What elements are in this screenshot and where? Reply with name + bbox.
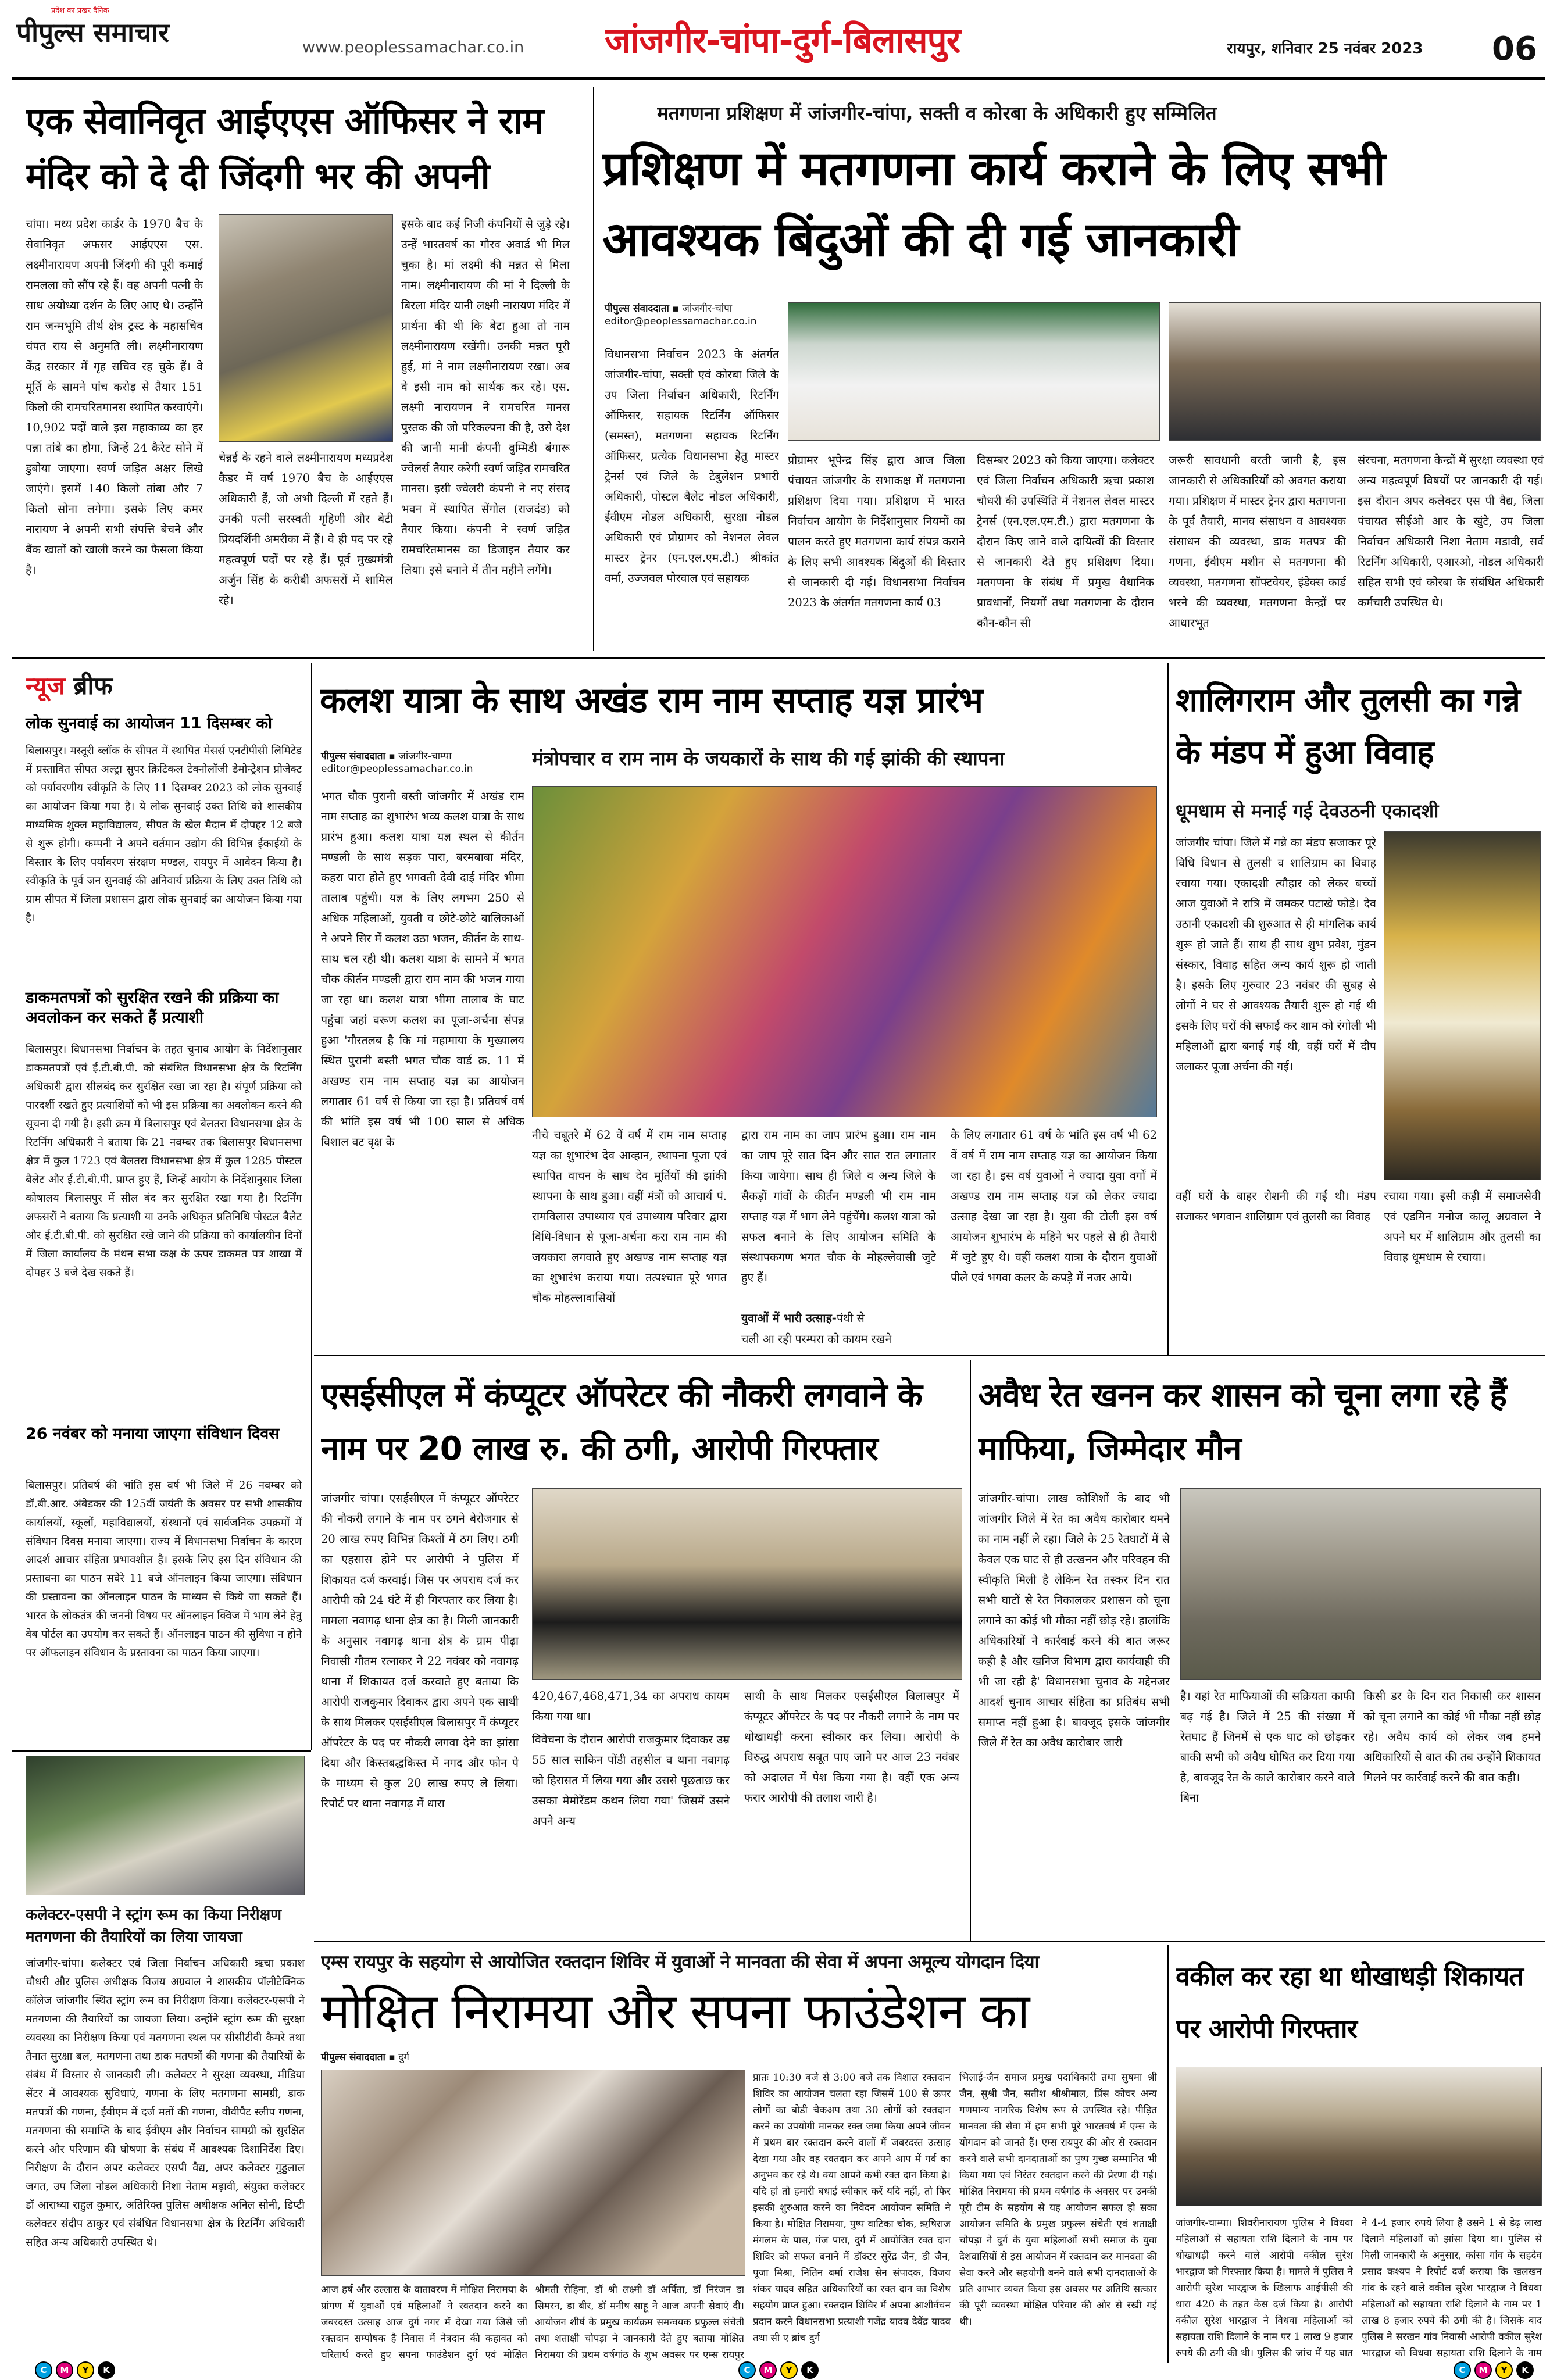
logo-tagline: प्रदेश का प्रखर दैनिक bbox=[51, 6, 109, 15]
story8-headline: वकील कर रहा था धोखाधड़ी शिकायत पर आरोपी गिरफ्तार bbox=[1176, 1961, 1523, 2044]
story6-col3: किसी डर के दिन रात निकासी कर शासन को चूना लगाने का कोई भी मौका नहीं छोड़ रहे। अवैध कार्य को लेकर जब हमने अधिकारियों से बात की तब उन्होंने शिकायत मिलने पर कार्रवाई करने की बात कही। bbox=[1363, 1689, 1541, 1784]
story8-photo bbox=[1176, 2067, 1542, 2206]
story3-byline-email[interactable]: editor@peoplessamachar.co.in bbox=[321, 763, 473, 775]
story3-byline: पीपुल्स संवाददाता ▪ जांजगीर-चाम्पा editor@peoplessamachar.co.in bbox=[321, 751, 473, 775]
story3-photo bbox=[532, 786, 1157, 1117]
brief-label: ब्रीफ bbox=[73, 671, 113, 700]
story7-byline-name: पीपुल्स संवाददाता bbox=[321, 2052, 385, 2063]
story3-byline-name: पीपुल्स संवाददाता bbox=[321, 751, 385, 762]
cmyk-c: C bbox=[738, 2361, 756, 2379]
cmyk-y: Y bbox=[780, 2361, 798, 2379]
story1-caption: चेन्नई के रहने वाले लक्ष्मीनारायण मध्यप्रदेश कैडर में वर्ष 1970 बैच के आईएएस अधिकारी हैं, जो अभी दिल्ली में रहते हैं। उनकी पत्नी सरस्वती गृहिणी और बेटी प्रियदर्शिनी अमरीका में हैं। वे ही पद पर रहे महत्वपूर्ण पदों पर रहे हैं। पूर्व मुख्यमंत्री अर्जुन सिंह के करीबी अफसरों में शामिल रहे। bbox=[219, 451, 393, 607]
hrule-2 bbox=[314, 1355, 1545, 1356]
story9-col1: जांजगीर-चांपा। कलेक्टर एवं जिला निर्वाचन अधिकारी ऋचा प्रकाश चौधरी और पुलिस अधीक्षक विजय अग्रवाल ने शासकीय पॉलीटेक्निक कॉलेज जांजगीर स्थित स्ट्रांग रूम का निरीक्षण किया। कलेक्टर-एसपी ने मतगणना की तैयारियों का जायजा लिया। उन्होंने स्ट्रांग रूम की सुरक्षा व्यवस्था का निरीक्षण किया एवं मतगणना स्थल पर सीसीटीवी कैमरे तथा तैनात सुरक्षा बल, मतगणना तथा डाक मतपत्रों की गणना की तैयारियों के संबंध में विस्तार से जानकारी ली। कलेक्टर ने सुरक्षा व्यवस्था, मीडिया सेंटर में आवश्यक सुविधाएं, गणना के लिए मतगणना सामग्री, डाक मतपत्रों की गणना, ईवीएम में दर्ज मतों की गणना, वीवीपैट स्लीप गणना, मतगणना की समाप्ति के बाद ईवीएम और निर्वाचन सामग्री को सुरक्षित करने और परिणाम की घोषणा के संबंध में आवश्यक दिशानिर्देश दिए। निरीक्षण के दौरान अपर कलेक्टर एसपी वैद्य, अपर कलेक्टर गुड्डलाल जगत, उप जिला नोडल अधिकारी निशा नेताम मड़ावी, संयुक्त कलेक्टर डॉ आराध्या राहुल कुमार, अतिरिक्त पुलिस अधीक्षक अनिल सोनी, डिप्टी कलेक्टर संदीप ठाकुर एवं संबंधित विधानसभा क्षेत्र के रिटर्निंग अधिकारी सहित अन्य अधिकारी उपस्थित थे। bbox=[26, 1957, 305, 2249]
brief3-text: बिलासपुर। प्रतिवर्ष की भांति इस वर्ष भी जिले में 26 नवम्बर को डॉ.बी.आर. अंबेडकर की 125वीं जयंती के अवसर पर सभी शासकीय कार्यालयों, स्कूलों, महाविद्यालयों, संस्थानों एवं सार्वजनिक उपक्रमों में संविधान दिवस मनाया जाएगा। राज्य में विधानसभा निर्वाचन के कारण आदर्श आचार संहिता प्रभावशील है। इसके लिए इस दिन संविधान की प्रस्तावना का पाठन सवेरे 11 बजे ऑनलाइन किया जाएगा। संविधान की प्रस्तावना का ऑनलाइन पाठन के माध्यम से किये जा सकते हैं। भारत के लोकतंत्र की जननी विषय पर ऑनलाइन क्विज में भाग लेने हेतु वेब पोर्टल का उपयोग कर सकते हैं। ऑनलाइन पाठन की सुविधा न होने पर ऑफलाइन संविधान के प्रस्तावना का पाठन किया जाएगा। bbox=[26, 1480, 302, 1659]
story1-col3: इसके बाद कई निजी कंपनियों से जुड़े रहे। उन्हें भारतवर्ष का गौरव अवार्ड भी मिल चुका है। मां लक्ष्मी की मन्नत से मिला नाम। लक्ष्मीनारायण की मां ने दिल्ली के बिरला मंदिर यानी लक्ष्मी नारायण मंदिर में प्रार्थना की थी कि बेटा हुआ तो नाम लक्ष्मीनारायण रखेंगी। उनकी मन्नत पूरी हुई, मां ने नाम लक्ष्मीनारायण रखा। अब वे इसी नाम को सार्थक कर रहे। एस. लक्ष्मी नारायणन ने रामचरित मानस पुस्तक की जो परिकल्पना की है, उसे देश की जानी मानी कंपनी वुम्मिडी बंगारू ज्वेलर्स तैयार करेगी स्वर्ण जड़ित रामचरित मानस। इसी ज्वेलरी कंपनी ने नए संसद भवन में स्थापित सेंगोल (राजदंड) को तैयार किया। कंपनी ने स्वर्ण जड़ित रामचरितमानस का डिजाइन तैयार कर लिया। इसे बनाने में तीन महीने लगेंगे। bbox=[401, 217, 570, 577]
header-rule bbox=[12, 77, 1545, 80]
news-label: न्यूज bbox=[26, 671, 65, 700]
story2-col4: जरूरी सावधानी बरती जानी है, इस जानकारी से अधिकारियों को अवगत कराया गया। प्रशिक्षण में मास्टर ट्रेनर द्वारा मतगणना के पूर्व तैयारी, मानव संसाधन व आवश्यक संसाधन की व्यवस्था, डाक मतपत्र की गणना, ईवीएम मशीन से मतगणना की व्यवस्था, मतगणना सॉफ्टवेयर, इंडेक्स कार्ड भरने की व्यवस्था, मतगणना केन्द्रों पर आधारभूत bbox=[1169, 453, 1346, 630]
news-brief-label bbox=[26, 666, 217, 706]
vrule-1 bbox=[593, 87, 594, 651]
story6-col2: है। यहां रेत माफियाओं की सक्रियता काफी बढ़ गई है। जिले में 25 की संख्या में रेतघाट हैं जिनमें से एक घाट को छोड़कर बाकी सभी को अवैध घोषित कर दिया गया है, बावजूद रेत के काले कारोबार करने वाले बिना bbox=[1180, 1689, 1355, 1804]
story2-col5: संरचना, मतगणना केन्द्रों में सुरक्षा व्यवस्था एवं अन्य महत्वपूर्ण विषयों पर जानकारी दी गई। इस दौरान अपर कलेक्टर एस पी वैद्य, जिला पंचायत सीईओ आर के खुंटे, उप जिला निर्वाचन अधिकारी निशा नेताम मडावी, सर्व रिटर्निंग अधिकारी, एआरओ, नोडल अधिकारी सहित सभी एवं कोरबा के संबंधित अधिकारी कर्मचारी उपस्थित थे। bbox=[1358, 453, 1544, 609]
story6-headline: अवैध रेत खनन कर शासन को चूना लगा रहे हैं माफिया, जिम्मेदार मौन bbox=[978, 1377, 1507, 1468]
cmyk-k: K bbox=[1516, 2361, 1534, 2379]
story4-col2-tail: रचाया गया। इसी कड़ी में समाजसेवी एवं एडमिन मनोज कालू अग्रवाल ने अपने घर में शालिग्राम और तुलसी का विवाह धूमधाम से रचाया। bbox=[1384, 1189, 1541, 1264]
header-url[interactable]: www.peoplessamachar.co.in bbox=[302, 38, 524, 56]
story7-byline-place: दुर्ग bbox=[398, 2052, 409, 2063]
brief2-title: डाकमतपत्रों को सुरक्षित रखने की प्रक्रिया का अवलोकन कर सकते हैं प्रत्याशी bbox=[26, 989, 279, 1027]
story5-col2: विवेचना के दौरान आरोपी राजकुमार दिवाकर उम्र 55 साल साकिन पोंडी तहसील व थाना नवागढ़ को हिरासत में लिया गया और उससे पूछताछ कर उसका मेमोरेंडम कथन लिया गया' जिसमें उसने अपने अन्य bbox=[532, 1733, 730, 1828]
story5-col3: साथी के साथ मिलकर एसईसीएल बिलासपुर में कंप्यूटर ऑपरेटर के पद पर नौकरी लगाने के नाम पर धोखाधड़ी करना स्वीकार कर लिया। आरोपी के विरुद्ध अपराध सबूत पाए जाने पर आज 23 नवंबर को अदालत में पेश किया गया है। वहीं एक अन्य फरार आरोपी की तलाश जारी है। bbox=[744, 1689, 959, 1804]
story6-col1: जांजगीर-चांपा। लाख कोशिशों के बाद भी जांजगीर जिले में रेत का अवैध कारोबार थमने का नाम नहीं ले रहा। जिले के 25 रेतघाटों में से केवल एक घाट से ही उत्खनन और परिवहन की स्वीकृति मिली है लेकिन रेत तस्कर दिन रात सभी घाटों से रेत निकालकर प्रशासन को चूना लगाने का कोई भी मौका नहीं छोड़ रहे। हालांकि अधिकारियों ने कार्रवाई करने की बात जरूर कही है और खनिज विभाग द्वारा कार्यवाही की भी जा रही है' विधानसभा चुनाव के मद्देनजर आदर्श चुनाव आचार संहिता का प्रतिबंध सभी समाप्त नहीं हुआ है। बावजूद इसके जांजगीर जिले में रेत का अवैध कारोबार जारी bbox=[978, 1492, 1170, 1749]
cmyk-k: K bbox=[801, 2361, 819, 2379]
story3-headline: कलश यात्रा के साथ अखंड राम नाम सप्ताह यज्ञ प्रारंभ bbox=[320, 680, 983, 721]
story2-byline-name: पीपुल्स संवाददाता bbox=[605, 303, 669, 315]
cmyk-y: Y bbox=[1495, 2361, 1513, 2379]
cmyk-marks-right bbox=[1454, 2361, 1534, 2379]
hrule-4 bbox=[314, 1941, 1545, 1942]
story2-photo-1 bbox=[788, 302, 1160, 441]
story2-headline: प्रशिक्षण में मतगणना कार्य कराने के लिए सभी आवश्यक बिंदुओं की दी गई जानकारी bbox=[602, 141, 1385, 267]
vrule-3 bbox=[1167, 663, 1169, 1355]
story2-kicker: मतगणना प्रशिक्षण में जांजगीर-चांपा, सक्ती व कोरबा के अधिकारी हुए सम्मिलित bbox=[657, 102, 1217, 124]
story7-col1: आज हर्ष और उल्लास के वातावरण में मोक्षित निरामया के प्रांगण में युवाओं एवं महिलाओं ने रक्तदान करने का जबरदस्त उत्साह आज दुर्ग नगर में देखा गया जिसे जी रक्तदान सम्पोषक है निवास में नेत्रदान की कहावत को चरितार्थ करते हुए सपना फाउंडेशन दुर्ग एवं मोक्षित bbox=[321, 2284, 527, 2361]
story1-headline: एक सेवानिवृत आईएएस ऑफिसर ने राम मंदिर को दे दी जिंदगी भर की अपनी bbox=[26, 99, 544, 197]
story2-col3: दिसम्बर 2023 को किया जाएगा। कलेक्टर एवं जिला निर्वाचन अधिकारी ऋचा प्रकाश चौधरी की उपस्थिति में नेशनल लेवल मास्टर ट्रेनर्स (एन.एल.एम.टी.) द्वारा मतगणना के दौरान किए जाने वाले दायित्वों की विस्तार से जानकारी देते हुए प्रशिक्षण दिया। मतगणना के संबंध में प्रमुख वैधानिक प्रावधानों, नियमों तथा मतगणना के दौरान कौन-कौन सी bbox=[977, 453, 1154, 630]
brief1-title: लोक सुनवाई का आयोजन 11 दिसम्बर को bbox=[26, 714, 273, 732]
vrule-4 bbox=[970, 1360, 971, 1942]
masthead-logo bbox=[16, 5, 191, 74]
story4-headline: शालिगराम और तुलसी का गन्ने के मंडप में हुआ विवाह bbox=[1176, 681, 1520, 771]
brief3-title: 26 नवंबर को मनाया जाएगा संविधान दिवस bbox=[26, 1425, 280, 1443]
story4-photo bbox=[1384, 831, 1541, 1180]
story4-col1-tail: वहीं घरों के बाहर रोशनी की गई थी। मंडप सजाकर भगवान शालिग्राम एवं तुलसी का विवाह bbox=[1176, 1189, 1376, 1223]
cmyk-m: M bbox=[56, 2361, 73, 2379]
story9-photo bbox=[26, 1756, 305, 1895]
story3-col3: द्वारा राम नाम का जाप प्रारंभ हुआ। राम नाम का जाप पूरे सात दिन और सात रात लगातार किया जायेगा। साथ ही जिले व अन्य जिले के सैकड़ों गांवों के कीर्तन मण्डली भी राम नाम सप्ताह यज्ञ में भाग लेने पहुंचेंगे। कलश यात्रा को सफल बनाने के लिए आयोजन समिति के संस्थापकगण भगत चौक के मोहल्लेवासी जुटे हुए हैं। bbox=[741, 1128, 936, 1284]
story4-col1: जांजगीर चांपा। जिले में गन्ने का मंडप सजाकर पूरे विधि विधान से तुलसी व शालिग्राम का विवाह रचाया गया। एकादशी त्यौहार को लेकर बच्चों आज युवाओं ने रात्रि में जमकर पटाखे फोड़े। देव उठानी एकादशी की शुरुआत से ही मांगलिक कार्य शुरू हो जाते हैं। साथ ही साथ शुभ प्रवेश, मुंडन संस्कार, विवाह सहित अन्य कार्य शुरू हो जाती है। इसके लिए गुरुवार 23 नवंबर की सुबह से लोगों ने घर से आवश्यक तैयारी शुरू हो गई थी इसके लिए घरों की सफाई कर शाम को रंगोली भी महिलाओं द्वारा बनाई गई थी, वहीं घरों में दीप जलाकर पूजा अर्चना की गई। bbox=[1176, 836, 1376, 1073]
hrule-3 bbox=[12, 1750, 311, 1752]
hrule-1 bbox=[12, 657, 1545, 659]
story3-col3-sub bbox=[741, 1308, 936, 1329]
story5-headline: एसईसीएल में कंप्यूटर ऑपरेटर की नौकरी लगवाने के नाम पर 20 लाख रु. की ठगी, आरोपी गिरफ्तार bbox=[321, 1377, 922, 1468]
story2-byline: पीपुल्स संवाददाता ▪ जांजगीर-चांपा editor@peoplessamachar.co.in bbox=[605, 303, 757, 327]
story9-headline: कलेक्टर-एसपी ने स्ट्रांग रूम का किया निरीक्षण मतगणना की तैयारियों का लिया जायजा bbox=[26, 1906, 282, 1946]
story5-caption-num: 420,467,468,471,34 का अपराध कायम किया गया था। bbox=[532, 1689, 730, 1723]
cmyk-marks-center bbox=[738, 2361, 819, 2379]
story7-col2: प्रातः 10:30 बजे से 3:00 बजे तक विशाल रक्तदान शिविर का आयोजन चलता रहा जिसमें 100 से ऊपर लोगों का बोडी चैकअप तथा 30 लोगों को रक्तदान करने का उपयोगी मानकर रक्त जमा किया अपने जीवन में प्रथम बार रक्तदान करने वालों में जबरदस्त उत्साह देखा गया और वह रक्तदान कर अपने आप में गर्व का अनुभव कर रहे थे। क्या आपने कभी रक्त दान किया है। यदि हां तो हमारी बधाई स्वीकार करें यदि नहीं, तो फिर इसकी शुरुआत करने का निवेदन आयोजन समिति ने किया है। मोक्षित निरामया, पुष्प वाटिका चौक, ऋषिराज मंगलम के पास, गंज पारा, दुर्ग में आयोजित रक्त दान शिविर को सफल बनाने में डॉक्टर सुरेंद्र जैन, डी जैन, पूजा मिश्रा, नितिन बर्मा राजेश सेन संपादक, विजय शंकर यादव सहित अधिकारियों का रक्त दान का विशेष सहयोग प्राप्त हुआ। रक्तदान शिविर में अपना आशीर्वचन प्रदान करने विधानसभा प्रत्याशी गजेंद्र यादव देवेंद्र यादव तथा सी ए ब्रांच दुर्ग bbox=[753, 2072, 951, 2344]
cmyk-c: C bbox=[35, 2361, 52, 2379]
cmyk-m: M bbox=[1474, 2361, 1492, 2379]
story2-byline-email[interactable]: editor@peoplessamachar.co.in bbox=[605, 316, 757, 327]
story8-col2: ने 4-4 हजार रुपये लिया है उसने 1 से डेढ़ लाख दिलाने महिलाओं को झांसा दिया था। पुलिस से मिली जानकारी के अनुसार, कांसा गांव के सहदेव प्रसाद कश्यप ने रिपोर्ट दर्ज कराया कि खलखन गांव के रहने वाले वकील सुरेश भारद्वाज ने विधवा महिलाओं को सहायता राशि दिलाने के नाम पर 1 लाख 8 हजार रुपये की ठगी की है। जिसके बाद पुलिस ने सरखन गांव निवासी आरोपी वकील सुरेश भारद्वाज को विधवा सहायता राशि दिलाने के नाम bbox=[1362, 2217, 1542, 2359]
story3-col1: भगत चौक पुरानी बस्ती जांजगीर में अखंड राम नाम सप्ताह का शुभारंभ भव्य कलश यात्रा के साथ प्रारंभ हुआ। कलश यात्रा यज्ञ स्थल से कीर्तन मण्डली के साथ सड़क पारा, बरमबाबा मंदिर, कहरा पारा होते हुए भगवती देवी दाई मंदिर भीमा तालाब पहुंची। यज्ञ के लिए लगभग 250 से अधिक महिलाओं, युवती व छोटे-छोटे बालिकाओं ने अपने सिर में कलश उठा भजन, कीर्तन के साथ-साथ चल रही थी। कलश यात्रा के सामने में भगत चौक कीर्तन मण्डली द्वारा राम नाम की भजन गाया जा रहा था। कलश यात्रा भीमा तालाब के घाट पहुंचा जहां वरूण कलश का पूजा-अर्चना संपन्न हुआ 'गौरतलब है कि मां महामाया के मुख्यालय स्थित पुरानी बस्ती भगत चौक वार्ड क्र. 11 में अखण्ड राम नाम सप्ताह यज्ञ का आयोजन लगातार 61 वर्ष से किया जा रहा है। प्रतिवर्ष वर्ष की भांति इस वर्ष भी 100 साल से अधिक विशाल वट वृक्ष के bbox=[321, 789, 524, 1149]
story3-col4: के लिए लगातार 61 वर्ष के भांति इस वर्ष भी 62 वें वर्ष में राम नाम सप्ताह यज्ञ का आयोजन किया जा रहा है। इस वर्ष युवाओं ने ज्यादा युवा वर्गों में अखण्ड राम नाम सप्ताह यज्ञ को लेकर ज्यादा उत्साह देखा जा रहा है। युवा की टोली इस वर्ष आयोजन शुभारंभ के महिने भर पहले से ही तैयारी में जुटे हुए थे। वहीं कलश यात्रा के दौरान युवाओं पीले एवं भगवा कलर के कपड़े में नजर आये। bbox=[951, 1128, 1157, 1284]
header-region: जांजगीर-चांपा-दुर्ग-बिलासपुर bbox=[605, 20, 960, 61]
story4-kicker: धूमधाम से मनाई गई देवउठनी एकादशी bbox=[1176, 800, 1439, 822]
cmyk-k: K bbox=[98, 2361, 115, 2379]
cmyk-m: M bbox=[759, 2361, 777, 2379]
story3-kicker: मंत्रोपचार व राम नाम के जयकारों के साथ की गई झांकी की स्थापना bbox=[532, 747, 1005, 770]
story3-byline-place: जांजगीर-चाम्पा bbox=[398, 751, 452, 762]
story8-col1: जांजगीर-चाम्पा। शिवरीनारायण पुलिस ने विधवा महिलाओं से सहायता राशि दिलाने के नाम पर धोखाधड़ी करने वाले आरोपी वकील सुरेश भारद्वाज को गिरफ्तार किया है। मामले में पुलिस ने आरोपी सुरेश भारद्वाज के खिलाफ आईपीसी की धारा 420 के तहत केस दर्ज किया है। आरोपी वकील सुरेश भारद्वाज ने विधवा महिलाओं को सहायता राशि दिलाने के नाम पर 1 लाख 9 हजार रुपये की ठगी की थी। पुलिस की जांच में यह बात bbox=[1176, 2217, 1353, 2359]
vrule-5 bbox=[1167, 1945, 1169, 2363]
cmyk-y: Y bbox=[77, 2361, 94, 2379]
story7-kicker: एम्स रायपुर के सहयोग से आयोजित रक्तदान शिविर में युवाओं ने मानवता की सेवा में अपना अमूल्य योगदान दिया bbox=[321, 1952, 1040, 1972]
story2-col1: विधानसभा निर्वाचन 2023 के अंतर्गत जांजगीर-चांपा, सक्ती एवं कोरबा जिले के उप जिला निर्वाचन अधिकारी, रिटर्निंग ऑफिसर, सहायक रिटर्निंग ऑफिसर (समस्त), मतगणना सहायक रिटर्निंग ऑफिसर, प्रत्येक विधानसभा हेतु मास्टर ट्रेनर्स एवं जिले के टेबुलेशन प्रभारी अधिकारी, पोस्टल बैलेट नोडल अधिकारी, ईवीएम नोडल अधिकारी, सुरक्षा नोडल अधिकारी एवं प्रोग्रामर को नेशनल लेवल मास्टर ट्रेनर (एन.एल.एम.टी.) श्रीकांत वर्मा, उज्जवल पोरवाल एवं सहायक bbox=[605, 348, 779, 585]
cmyk-c: C bbox=[1454, 2361, 1471, 2379]
brief2-text: बिलासपुर। विधानसभा निर्वाचन के तहत चुनाव आयोग के निर्देशानुसार डाकमतपत्रों एवं ई.टी.बी.पी. को संबंधित विधानसभा क्षेत्र के रिटर्निंग अधिकारी द्वारा सीलबंद कर सुरक्षित रखा जा रहा है। संपूर्ण प्रक्रिया को पारदर्शी रखते हुए प्रत्याशियों को भी इस प्रक्रिया का अवलोकन करने की सूचना दी गयी है। इसी क्रम में बिलासपुर एवं बेलतरा विधानसभा क्षेत्र के रिटर्निंग अधिकारी ने बताया कि 21 नवम्बर तक बिलासपुर विधानसभा क्षेत्र में कुल 1723 एवं बेलतरा विधानसभा क्षेत्र में कुल 1285 पोस्टल बैलेट और ई.टी.बी.पी. प्राप्त हुए हैं, जिन्हें आयोग के निर्देशानुसार जिला कोषालय बिलासपुर में सील बंद कर सुरक्षित रखा गया है। रिटर्निंग अफसरों ने बताया कि प्रत्याशी या उनके अधिकृत प्रतिनिधि पोस्टल बैलेट और ई.टी.बी.पी. को सुरक्षित रखे जाने की प्रक्रिया को कार्यालयीन दिनों में जिला कार्यालय के मंथन सभा कक्ष के ऊपर डाकमत पत्र शाखा में दोपहर 3 बजे देख सकते हैं। bbox=[26, 1044, 302, 1279]
story7-col3: भिलाई-जैन समाज प्रमुख पदाधिकारी तथा सुषमा श्री जैन, सुश्री जैन, सतीश श्रीश्रीमाल, प्रिंस कोचर अन्य गणमान्य नागरिक विशेष रूप से उपस्थित रहे। पीड़ित मानवता की सेवा में हम सभी पूरे भारतवर्ष में एम्स के योगदान को जानते हैं। एम्स रायपुर की ओर से रक्तदान करने वाले सभी दानदाताओं का पुष्प गुच्छ सम्मानित भी किया गया एवं निरंतर रक्तदान करने की प्रेरणा दी गई। मोक्षित निरामया की प्रथम वर्षगांठ के अवसर पर उनकी पूरी टीम के सहयोग से यह आयोजन सफल हो सका आयोजन समिति के प्रमुख प्रफुल्ल संचेती एवं शताक्षी चोपड़ा ने दुर्ग के युवा महिलाओं सभी समाज के युवा देशवासियों से इस आयोजन में रक्तदान कर मानवता की सेवा करने और सहयोगी बनने वाले सभी दानदाताओं के प्रति आभार व्यक्त किया इस अवसर पर अतिथि सत्कार की पूरी व्यवस्था मोक्षित परिवार की ओर से रखी गई थी। bbox=[959, 2072, 1157, 2328]
story2-byline-place: जांजगीर-चांपा bbox=[682, 303, 733, 315]
cmyk-marks-left bbox=[35, 2361, 115, 2379]
story7-headline: मोक्षित निरामया और सपना फाउंडेशन का bbox=[321, 1983, 1030, 2040]
story1-col1: चांपा। मध्य प्रदेश कार्डर के 1970 बैच के सेवानिवृत अफसर आईएएस एस. लक्ष्मीनारायण अपनी जिंदगी की पूरी कमाई रामलला को सौंप रहे हैं। वह अपनी पत्नी के साथ अयोध्या दर्शन के लिए आए थे। उन्होंने राम जन्मभूमि तीर्थ क्षेत्र ट्रस्ट के महासचिव चंपत राय से अनुमति ली। लक्ष्मीनारायण केंद्र सरकार में गृह सचिव रह चुके हैं। वे मूर्ति के सामने पांच करोड़ से तैयार 151 किलो की रामचरितमानस स्थापित करवाएंगे। 10,902 पदों वाले इस महाकाव्य का हर पन्ना तांबे का होगा, जिन्हें 24 कैरेट सोने में डुबोया जाएगा। स्वर्ण जड़ित अक्षर लिखे जाएंगे। इसमें 140 किलो तांबा और 7 किलो सोना लगेगा। इसके लिए कमर नारायण ने अपनी सभी संपत्ति बेचने और बैंक खातों को खाली करने का फैसला किया है। bbox=[26, 217, 203, 577]
story3-col2: नीचे चबूतरे में 62 वें वर्ष में राम नाम सप्ताह यज्ञ का शुभारंभ देव आव्हान, स्थापना पूजा एवं स्थापित वाचन के साथ देव मूर्तियों की झांकी स्थापना के साथ हुआ। वहीं मंत्रों को आचार्य पं. रामविलास उपाध्याय एवं उपाध्याय परिवार द्वारा विधि-विधान से पूजा-अर्चना करा राम नाम की जयकारा लगवाते हुए अखण्ड नाम सप्ताह यज्ञ का शुभारंभ कराया गया। तत्पश्चात पूरे भगत चौक मोहल्लावासियों bbox=[532, 1128, 727, 1305]
story7-photo-collage bbox=[321, 2070, 745, 2276]
brief1-text: बिलासपुर। मस्तूरी ब्लॉक के सीपत में स्थापित मेसर्स एनटीपीसी लिमिटेड में प्रस्तावित सीपत अल्ट्रा सुपर क्रिटिकल टेक्नोलॉजी डेमोन्ट्रेशन प्रोजेक्ट को पर्यावरणीय स्वीकृति के लिए 11 दिसम्बर 2023 को लोक सुनवाई का आयोजन किया गया है। ये लोक सुनवाई उक्त तिथि को शासकीय माध्यमिक शुक्ल महाविद्यालय, सीपत के खेल मैदान में दोपहर 12 बजे से शुरू होगी। कम्पनी ने अपने वर्तमान उद्योग की विभिन्न ईकाईयों के विस्तार के लिए पर्यावरण संरक्षण मण्डल, रायपुर में आवेदन किया है। स्वीकृति के पूर्व जन सुनवाई की अनिवार्य प्रक्रिया के लिए उक्त तिथि को ग्राम सीपत में जिला प्रशासन द्वारा लोक सुनवाई का आयोजन किया गया है। bbox=[26, 745, 302, 924]
story2-col2: प्रोग्रामर भूपेन्द्र सिंह द्वारा आज जिला पंचायत जांजगीर के सभाकक्ष में मतगणना प्रशिक्षण दिया गया। प्रशिक्षण में भारत निर्वाचन आयोग के निर्देशानुसार नियमों का पालन करते हुए मतगणना कार्य संपन्न कराने के लिए सभी आवश्यक बिंदुओं की विस्तार से जानकारी दी गई। विधानसभा निर्वाचन 2023 के अंतर्गत मतगणना कार्य 03 bbox=[788, 453, 965, 609]
story6-photo bbox=[1180, 1488, 1541, 1680]
story7-byline: पीपुल्स संवाददाता ▪ दुर्ग bbox=[321, 2052, 409, 2063]
story7-photo-caption: श्रीमती रोहिना, डॉ श्री लक्ष्मी डॉ अर्पिता, डॉ निरंजन डा सिमरन, डा बीर, डॉ मनीष साहू ने आज अपनी सेवाएं दी। आयोजन शीर्ष के प्रमुख कार्यक्रम समन्वयक प्रफुल्ल संचेती तथा शताक्षी चोपड़ा ने जानकारी देते हुए बताया मोक्षित निरामया की प्रथम वर्षगांठ के शुभ अवसर पर एम्स रायपुर bbox=[535, 2284, 744, 2361]
logo-text: पीपुल्स समाचार bbox=[16, 17, 170, 48]
story5-col1: जांजगीर चांपा। एसईसीएल में कंप्यूटर ऑपरेटर की नौकरी लगाने के नाम पर ठगने बेरोजगार से 20 लाख रुपए विभिन्न किश्तों में ठग लिए। ठगी का एहसास होने पर आरोपी ने पुलिस में शिकायत दर्ज करवाई। जिस पर अपराध दर्ज कर आरोपी को 24 घंटे में ही गिरफ्तार कर लिया है। मामला नवागढ़ थाना क्षेत्र का है। मिली जानकारी के अनुसार नवागढ़ थाना क्षेत्र के ग्राम पीढ़ा निवासी गौतम रत्नाकर ने 22 नवंबर को नवागढ़ थाना में शिकायत दर्ज करवाते हुए बताया कि आरोपी राजकुमार दिवाकर द्वारा अपने एक साथी के साथ मिलकर एसईसीएल बिलासपुर में कंप्यूटर ऑपरेटर के पद पर नौकरी लगवा देने का झांसा दिया और किस्तबद्धकिस्त में नगद और फोन पे के माध्यम से कुल 20 लाख रुपए ले लिया। रिपोर्ट पर थाना नवागढ़ में धारा bbox=[321, 1492, 519, 1810]
header-date: रायपुर, शनिवार 25 नवंबर 2023 bbox=[1227, 40, 1423, 58]
vrule-2 bbox=[311, 663, 312, 1750]
page-number: 06 bbox=[1492, 30, 1537, 68]
story3-subhead-after: पंथी से bbox=[836, 1311, 865, 1325]
story5-photo bbox=[532, 1488, 962, 1680]
story1-photo bbox=[219, 214, 393, 442]
story2-photo-2 bbox=[1169, 302, 1541, 441]
story3-subhead: युवाओं में भारी उत्साह- bbox=[741, 1311, 837, 1325]
story3-col3-tail: चली आ रही परम्परा को कायम रखने bbox=[741, 1332, 892, 1346]
